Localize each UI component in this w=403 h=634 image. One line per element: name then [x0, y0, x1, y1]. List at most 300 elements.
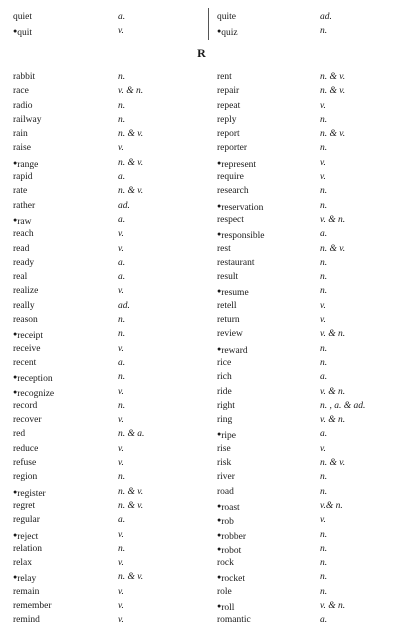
part-of-speech: n.: [320, 586, 328, 597]
vocab-word-text: rock: [217, 558, 234, 569]
vocab-word-text: represent: [221, 159, 257, 170]
vocab-entry: [13, 127, 203, 141]
vocab-entry: [217, 141, 397, 155]
vocab-entry: [217, 585, 397, 599]
vocab-word-text: realize: [13, 286, 39, 297]
vocab-entry: [217, 613, 397, 627]
vocab-entry: [217, 599, 397, 613]
vocab-word-text: recognize: [17, 388, 55, 399]
vocab-word-text: risk: [217, 458, 232, 469]
vocab-entry: [217, 456, 397, 470]
vocab-word-text: ride: [217, 386, 232, 397]
vocab-word: [13, 413, 41, 427]
vocab-word-text: regret: [13, 500, 36, 511]
vocab-entry: [13, 427, 203, 441]
vocab-word-text: quiz: [221, 28, 238, 38]
vocab-word-text: rate: [13, 186, 28, 197]
vocab-word: [217, 170, 244, 184]
vocab-entry: [13, 113, 203, 127]
vocab-entry: [217, 399, 397, 413]
vocab-entry: [13, 99, 203, 113]
vocab-entry: [13, 156, 203, 170]
vocab-entry: [13, 399, 203, 413]
vocab-entry: [13, 513, 203, 527]
vocab-word-text: relax: [13, 558, 32, 569]
part-of-speech: v.: [320, 157, 326, 168]
vocab-entry: [13, 84, 203, 98]
vocab-word: [13, 10, 32, 24]
vocab-entry: [13, 70, 203, 84]
vocab-word-text: respect: [217, 214, 244, 225]
vocab-word-text: real: [13, 272, 28, 283]
part-of-speech: v. & n.: [320, 415, 346, 426]
part-of-speech: n.: [320, 543, 328, 554]
vocab-entry: [13, 585, 203, 599]
part-of-speech: n.: [320, 186, 328, 197]
part-of-speech: a.: [118, 172, 126, 183]
vocab-entry: [217, 570, 397, 584]
part-of-speech: n. & v.: [320, 243, 346, 254]
vocab-word-text: remind: [13, 615, 40, 626]
vocab-word: [217, 184, 249, 198]
vocab-word: [217, 385, 232, 399]
top-right-column: [217, 10, 397, 38]
vocab-entry: [217, 156, 397, 170]
vocab-entry: [13, 184, 203, 198]
section-letter: R: [197, 46, 206, 60]
vocab-entry: [13, 485, 203, 499]
vocab-word-text: reward: [221, 345, 248, 356]
part-of-speech: n. & v.: [320, 72, 346, 82]
vocab-word: [217, 256, 254, 270]
part-of-speech: n. & v.: [118, 486, 144, 497]
vocab-entry: [217, 542, 397, 556]
vocab-word-text: rich: [217, 372, 232, 383]
vocab-entry: [13, 413, 203, 427]
vocab-word: [217, 270, 238, 284]
vocab-entry: [13, 227, 203, 241]
part-of-speech: n.: [320, 286, 328, 297]
vocab-word-text: rob: [221, 517, 234, 528]
vocab-word-text: reception: [17, 374, 53, 385]
vocab-entry: [217, 84, 397, 98]
vocab-word-text: quiet: [13, 12, 32, 22]
key-word-marker-icon: ●: [13, 215, 18, 224]
vocab-word-text: reason: [13, 315, 38, 326]
part-of-speech: v.: [118, 343, 124, 354]
key-word-marker-icon: ●: [217, 27, 222, 35]
vocab-entry: [217, 70, 397, 84]
vocab-word: [13, 427, 25, 441]
vocab-word: [13, 242, 29, 256]
key-word-marker-icon: ●: [217, 573, 222, 582]
vocab-word: [217, 299, 237, 313]
part-of-speech: n. & v.: [320, 86, 346, 97]
vocab-entry: [217, 427, 397, 441]
vocab-word-text: rent: [217, 72, 232, 82]
part-of-speech: v. & n.: [118, 86, 144, 97]
part-of-speech: ad.: [118, 300, 130, 311]
vocab-word-text: range: [17, 159, 39, 170]
vocab-word-text: red: [13, 429, 26, 440]
key-word-marker-icon: ●: [217, 344, 222, 353]
vocab-word: [217, 413, 232, 427]
vocab-word: [217, 470, 235, 484]
vocab-entry: [217, 270, 397, 284]
key-word-marker-icon: ●: [13, 27, 18, 35]
part-of-speech: v. & n.: [320, 386, 346, 397]
part-of-speech: n. & v.: [118, 157, 144, 168]
vocab-word: [217, 485, 234, 499]
vocab-entry: [217, 356, 397, 370]
vocab-entry: [13, 284, 203, 298]
part-of-speech: n.: [320, 114, 328, 125]
left-word-column: [13, 70, 203, 628]
vocab-word: [13, 442, 38, 456]
vocab-word-text: role: [217, 586, 232, 597]
vocab-word-text: reporter: [217, 143, 248, 154]
vocab-word-text: road: [217, 486, 234, 497]
vocab-word-text: reply: [217, 114, 237, 125]
vocab-word: [217, 585, 232, 599]
part-of-speech: n.: [118, 72, 126, 82]
vocab-word-text: reject: [17, 531, 39, 542]
vocab-word-text: ripe: [221, 431, 237, 442]
vocab-entry: [217, 227, 397, 241]
vocab-word: [217, 370, 232, 384]
vocab-word-text: research: [217, 186, 249, 197]
vocab-entry: [217, 284, 397, 298]
vocab-entry: [217, 499, 397, 513]
vocab-word: [217, 213, 244, 227]
vocab-word: [13, 342, 40, 356]
vocab-word-text: raw: [17, 216, 32, 227]
vocab-entry: [13, 613, 203, 627]
vocab-entry: [13, 213, 203, 227]
vocab-word-text: receive: [13, 343, 41, 354]
key-word-marker-icon: ●: [217, 601, 222, 610]
part-of-speech: n.: [320, 472, 328, 483]
vocab-word: [13, 499, 35, 513]
vocab-word-text: reach: [13, 229, 34, 240]
key-word-marker-icon: ●: [217, 544, 222, 553]
vocab-entry: [217, 413, 397, 427]
part-of-speech: v.: [118, 243, 124, 254]
vocab-word-text: roll: [221, 602, 235, 613]
key-word-marker-icon: ●: [13, 573, 18, 582]
vocab-word: [13, 113, 42, 127]
vocab-word: [217, 84, 239, 98]
part-of-speech: n.: [118, 114, 126, 125]
part-of-speech: v.: [118, 558, 124, 569]
vocab-word-text: repair: [217, 86, 240, 97]
vocab-entry: [13, 456, 203, 470]
vocab-entry: [217, 242, 397, 256]
vocab-word-text: romantic: [217, 615, 251, 626]
vocab-entry: [13, 270, 203, 284]
vocab-entry: [13, 10, 203, 24]
vocab-word-text: race: [13, 86, 29, 97]
part-of-speech: v. & n.: [320, 329, 346, 340]
vocab-entry: [13, 256, 203, 270]
vocab-entry: [217, 170, 397, 184]
vocab-word-text: rain: [13, 129, 28, 140]
vocab-entry: [217, 556, 397, 570]
vocab-word-text: rapid: [13, 172, 33, 183]
vocab-word-text: review: [217, 329, 243, 340]
vocab-entry: [217, 513, 397, 527]
part-of-speech: v.: [320, 172, 326, 183]
part-of-speech: v.: [118, 286, 124, 297]
vocab-entry: [13, 385, 203, 399]
vocab-entry: [217, 470, 397, 484]
key-word-marker-icon: ●: [13, 487, 18, 496]
vocab-word-text: ring: [217, 415, 233, 426]
part-of-speech: a.: [320, 429, 328, 440]
vocab-entry: [217, 327, 397, 341]
vocab-word: [13, 70, 35, 84]
right-word-column: [217, 70, 397, 628]
part-of-speech: v.: [320, 300, 326, 311]
part-of-speech: v.: [320, 515, 326, 526]
vocab-word-text: river: [217, 472, 235, 483]
vocab-word: [217, 242, 231, 256]
vocab-word: [217, 456, 231, 470]
part-of-speech: n.: [320, 357, 328, 368]
part-of-speech: ad.: [118, 200, 130, 211]
vocab-word-text: responsible: [221, 231, 265, 242]
vocab-word-text: receipt: [17, 331, 44, 342]
part-of-speech: v.: [118, 229, 124, 240]
key-word-marker-icon: ●: [13, 373, 18, 382]
vocab-word: [13, 585, 39, 599]
vocab-entry: [217, 442, 397, 456]
vocab-entry: [13, 542, 203, 556]
vocab-word-text: quite: [217, 12, 236, 22]
part-of-speech: n.: [320, 558, 328, 569]
part-of-speech: a.: [118, 357, 126, 368]
vocab-entry: [217, 299, 397, 313]
vocab-word: [13, 184, 27, 198]
vocab-word-text: read: [13, 243, 30, 254]
vocab-word-text: quit: [17, 28, 33, 38]
vocab-entry: [13, 24, 203, 38]
vocab-word: [13, 470, 37, 484]
vocab-word-text: reduce: [13, 443, 39, 454]
key-word-marker-icon: ●: [217, 230, 222, 239]
part-of-speech: v.: [320, 315, 326, 326]
part-of-speech: n.: [118, 372, 126, 383]
part-of-speech: v.: [320, 100, 326, 111]
part-of-speech: v.: [320, 443, 326, 454]
part-of-speech: n.: [320, 200, 328, 211]
vocab-word-text: register: [17, 488, 46, 499]
vocab-entry: [217, 99, 397, 113]
vocab-word: [217, 399, 235, 413]
vocab-word: [13, 227, 34, 241]
vocab-word-text: resume: [221, 288, 249, 299]
part-of-speech: ad.: [320, 12, 332, 22]
vocab-word: [13, 556, 32, 570]
vocab-word-text: recover: [13, 415, 42, 426]
vocab-word-text: retell: [217, 300, 237, 311]
vocab-word-text: rice: [217, 357, 232, 368]
part-of-speech: v.: [118, 529, 124, 540]
vocab-word: [13, 141, 31, 155]
part-of-speech: n. , a. & ad.: [320, 400, 366, 411]
vocab-word: [217, 141, 247, 155]
part-of-speech: a.: [118, 12, 126, 22]
vocab-word: [13, 356, 36, 370]
vocab-entry: [13, 242, 203, 256]
vocab-entry: [13, 356, 203, 370]
vocab-entry: [13, 327, 203, 341]
key-word-marker-icon: ●: [217, 158, 222, 167]
vocab-word-text: rather: [13, 200, 36, 211]
part-of-speech: n.: [320, 272, 328, 283]
vocab-word: [217, 356, 231, 370]
key-word-marker-icon: ●: [13, 158, 18, 167]
vocab-word-text: roast: [221, 502, 240, 513]
part-of-speech: v.: [118, 586, 124, 597]
vocab-entry: [13, 342, 203, 356]
vocab-entry: [217, 127, 397, 141]
part-of-speech: v.: [118, 615, 124, 626]
key-word-marker-icon: ●: [217, 287, 222, 296]
part-of-speech: n. & v.: [118, 129, 144, 140]
vocab-word: [13, 99, 33, 113]
vocab-word-text: remember: [13, 600, 52, 611]
vocab-word-text: right: [217, 400, 235, 411]
part-of-speech: n.: [320, 26, 328, 36]
part-of-speech: v. & n.: [320, 214, 346, 225]
vocab-word: [13, 24, 32, 40]
vocab-word: [217, 10, 236, 24]
vocab-entry: [217, 213, 397, 227]
part-of-speech: v.: [118, 443, 124, 454]
key-word-marker-icon: ●: [13, 387, 18, 396]
vocab-entry: [13, 528, 203, 542]
part-of-speech: n. & a.: [118, 429, 145, 440]
part-of-speech: v.: [118, 386, 124, 397]
key-word-marker-icon: ●: [217, 430, 222, 439]
key-word-marker-icon: ●: [217, 201, 222, 210]
part-of-speech: n.: [320, 572, 328, 583]
vocab-word: [217, 327, 243, 341]
vocab-entry: [217, 485, 397, 499]
part-of-speech: n. & v.: [118, 572, 144, 583]
vocab-entry: [217, 528, 397, 542]
key-word-marker-icon: ●: [217, 516, 222, 525]
vocab-word-text: report: [217, 129, 240, 140]
vocab-word: [13, 127, 28, 141]
vocab-word-text: raise: [13, 143, 31, 154]
vocab-word-text: remain: [13, 586, 40, 597]
part-of-speech: n. & v.: [118, 186, 144, 197]
vocab-word: [13, 84, 29, 98]
part-of-speech: a.: [118, 214, 126, 225]
vocab-word: [217, 442, 231, 456]
vocab-word-text: restaurant: [217, 257, 255, 268]
column-divider: [208, 8, 209, 40]
vocab-entry: [217, 370, 397, 384]
part-of-speech: a.: [118, 515, 126, 526]
vocab-word: [13, 399, 37, 413]
vocab-word: [217, 613, 251, 627]
part-of-speech: v.: [118, 415, 124, 426]
part-of-speech: n.: [320, 343, 328, 354]
vocab-word: [13, 513, 40, 527]
part-of-speech: n.: [320, 529, 328, 540]
vocab-entry: [217, 24, 397, 38]
top-left-column: [13, 10, 203, 38]
vocab-word: [13, 456, 36, 470]
part-of-speech: n.: [118, 472, 126, 483]
vocab-entry: [13, 556, 203, 570]
vocab-word: [13, 613, 40, 627]
vocab-word-text: repeat: [217, 100, 241, 111]
vocab-word-text: relay: [17, 574, 37, 585]
part-of-speech: v.: [118, 26, 124, 36]
vocab-entry: [217, 113, 397, 127]
vocab-entry: [13, 370, 203, 384]
key-word-marker-icon: ●: [13, 330, 18, 339]
vocab-entry: [217, 184, 397, 198]
vocab-word: [13, 199, 35, 213]
vocab-word: [217, 313, 240, 327]
key-word-marker-icon: ●: [217, 530, 222, 539]
vocab-entry: [13, 299, 203, 313]
vocab-word: [13, 599, 52, 613]
vocab-word: [217, 556, 234, 570]
vocab-entry: [217, 10, 397, 24]
vocab-word-text: radio: [13, 100, 33, 111]
vocab-word: [217, 113, 237, 127]
part-of-speech: v. & n.: [320, 600, 346, 611]
vocab-word-text: recent: [13, 357, 37, 368]
vocab-entry: [217, 385, 397, 399]
part-of-speech: n.: [118, 315, 126, 326]
part-of-speech: a.: [320, 372, 328, 383]
vocab-word: [13, 313, 38, 327]
part-of-speech: v.: [118, 458, 124, 469]
part-of-speech: a.: [118, 257, 126, 268]
part-of-speech: a.: [118, 272, 126, 283]
vocab-entry: [13, 313, 203, 327]
vocab-word: [217, 70, 232, 84]
vocab-word-text: refuse: [13, 458, 37, 469]
vocab-word: [13, 299, 35, 313]
part-of-speech: n.: [118, 400, 126, 411]
vocab-word-text: rise: [217, 443, 231, 454]
vocab-word-text: return: [217, 315, 240, 326]
vocab-entry: [13, 442, 203, 456]
part-of-speech: a.: [320, 615, 328, 626]
key-word-marker-icon: ●: [13, 530, 18, 539]
part-of-speech: v.: [118, 600, 124, 611]
vocab-word-text: region: [13, 472, 38, 483]
vocab-word-text: robber: [221, 531, 247, 542]
vocab-word: [13, 170, 33, 184]
vocab-word-text: railway: [13, 114, 42, 125]
vocab-word: [13, 542, 42, 556]
part-of-speech: v.& n.: [320, 500, 343, 511]
vocab-word-text: require: [217, 172, 244, 183]
part-of-speech: n.: [118, 329, 126, 340]
vocab-entry: [13, 470, 203, 484]
part-of-speech: n. & v.: [320, 458, 346, 469]
vocab-entry: [13, 499, 203, 513]
